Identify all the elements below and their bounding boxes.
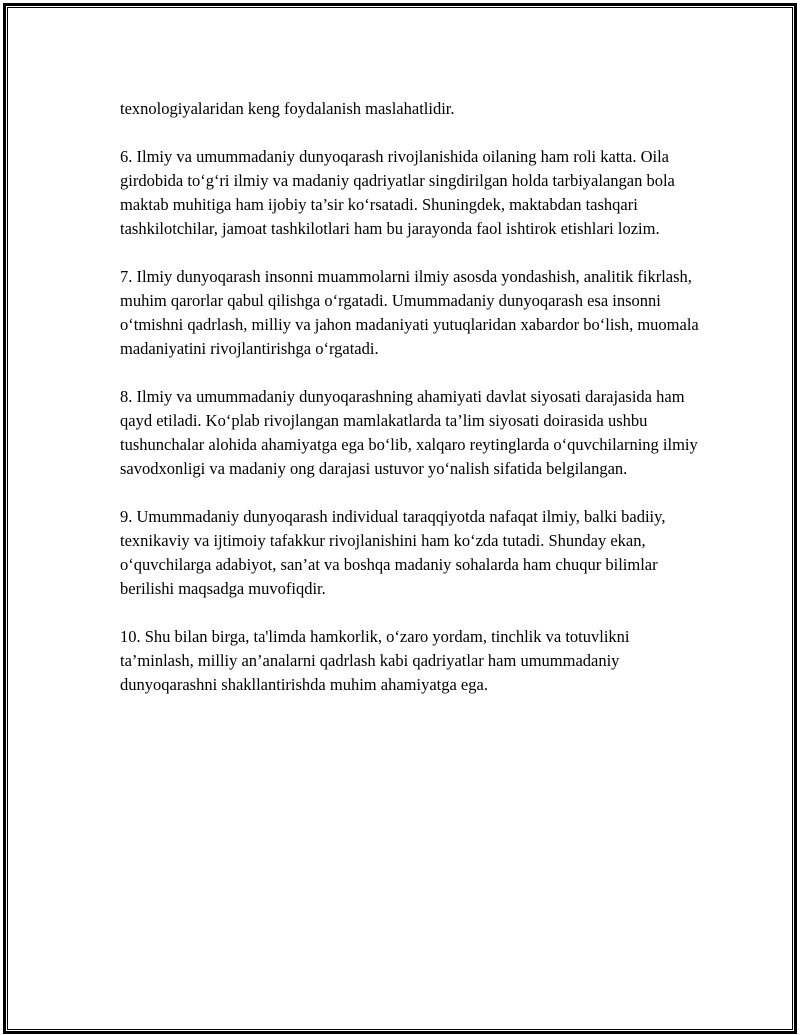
paragraph-8: 8. Ilmiy va umummadaniy dunyoqarashning ahamiyati davlat siyosati darajasida ham qayd etiladi. Ko‘plab rivojlangan mamlakatlarda ta’lim siyosati doirasida ushbu tushunchalar alohida ahamiyatga ega bo‘lib, xalqaro reytinglarda o‘quvchilarning ilmiy savodxonligi va madaniy ong darajasi ustuvor yo‘nalish sifatida belgilangan. (120, 387, 698, 478)
paragraph-7: 7. Ilmiy dunyoqarash insonni muammolarni ilmiy asosda yondashish, analitik fikrlash, muhim qarorlar qabul qilishga o‘rgatadi. Umummadaniy dunyoqarash esa insonni o‘tmishni qadrlash, milliy va jahon madaniyati yutuqlaridan xabardor bo‘lish, muomala madaniyatini rivojlantirishga o‘rgatadi. (120, 267, 699, 358)
paragraph-continuation: texnologiyalaridan keng foydalanish maslahatlidir. (120, 99, 455, 118)
paragraph-9: 9. Umummadaniy dunyoqarash individual taraqqiyotda nafaqat ilmiy, balki badiiy, texnikaviy va ijtimoiy tafakkur rivojlanishini ham ko‘zda tutadi. Shunday ekan, o‘quvchilarga adabiyot, san’at va boshqa madaniy sohalarda ham chuqur bilimlar berilishi maqsadga muvofiqdir. (120, 507, 666, 598)
paragraph-6: 6. Ilmiy va umummadaniy dunyoqarash rivojlanishida oilaning ham roli katta. Oila girdobida to‘g‘ri ilmiy va madaniy qadriyatlar singdirilgan holda tarbiyalangan bola maktab muhitiga ham ijobiy ta’sir ko‘rsatadi. Shuningdek, maktabdan tashqari tashkilotchilar, jamoat tashkilotlari ham bu jarayonda faol ishtirok etishlari lozim. (120, 147, 675, 238)
page-frame (3, 3, 797, 1034)
document-body (120, 97, 700, 721)
paragraph-10: 10. Shu bilan birga, ta'limda hamkorlik, o‘zaro yordam, tinchlik va totuvlikni ta’minlash, milliy an’analarni qadrlash kabi qadriyatlar ham umummadaniy dunyoqarashni shakllantirishda muhim ahamiyatga ega. (120, 627, 630, 694)
